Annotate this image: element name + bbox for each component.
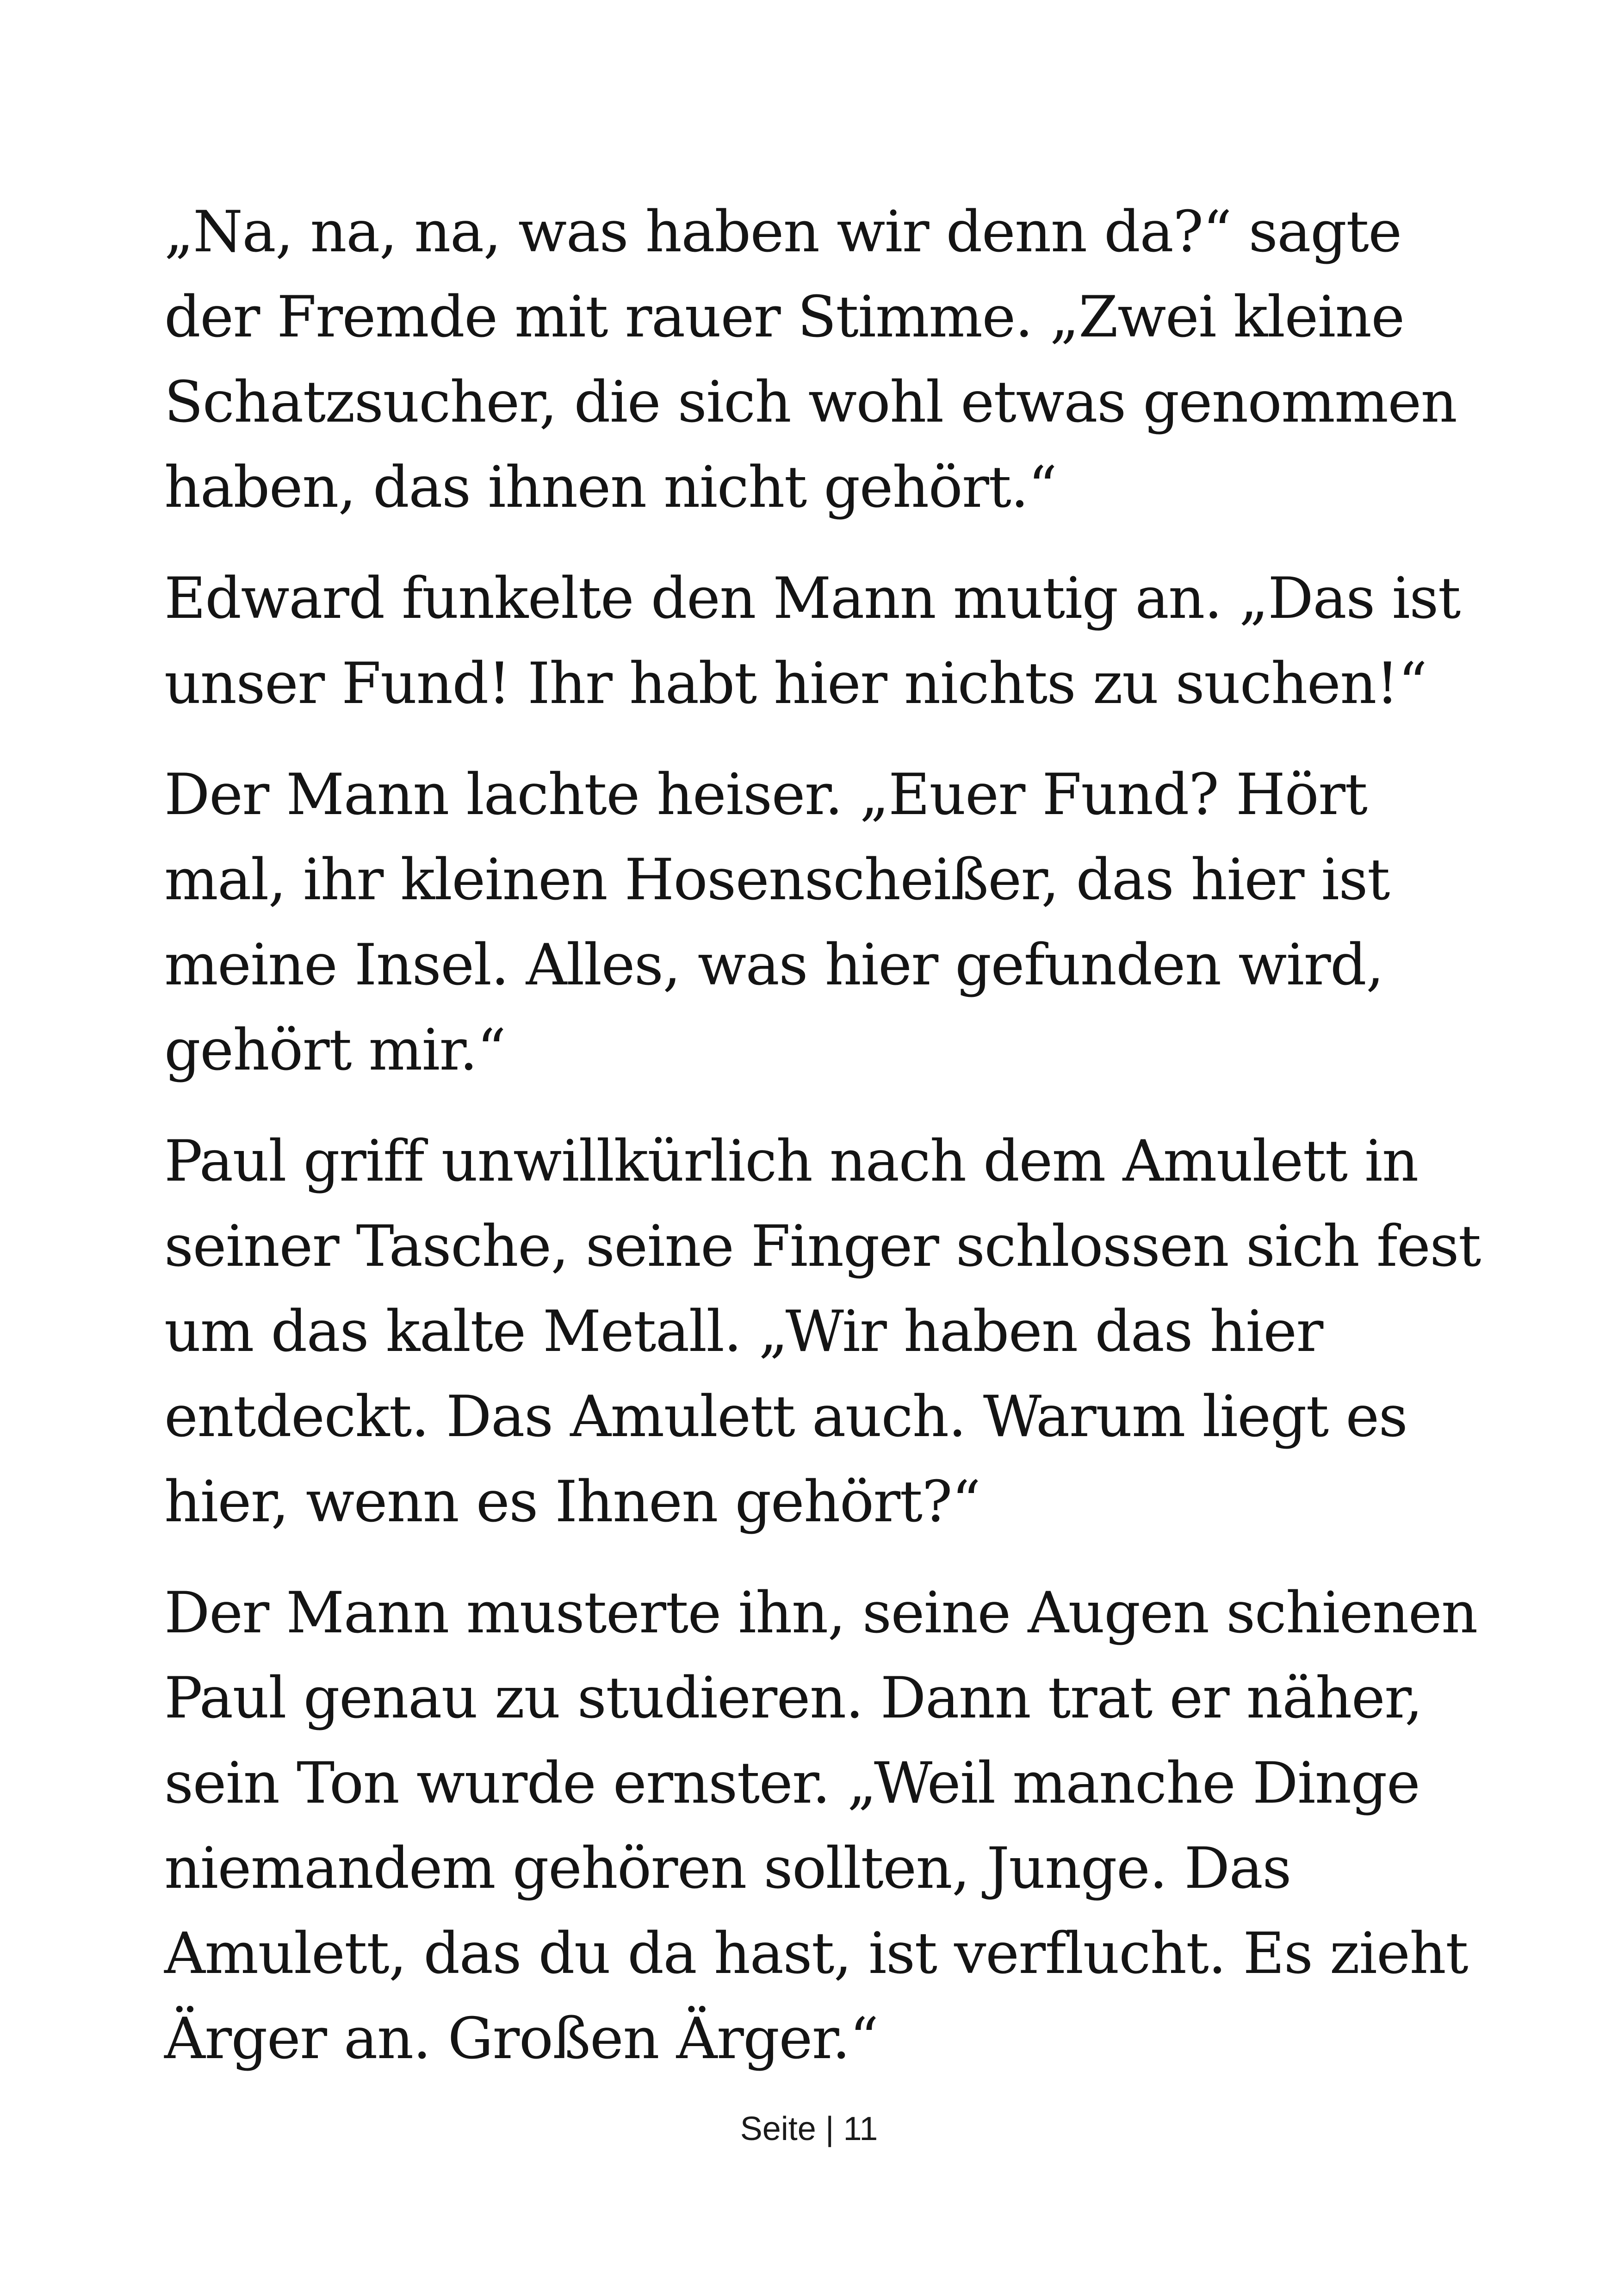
page-body	[164, 190, 1481, 2082]
text-line: hier, wenn es Ihnen gehört?“	[164, 1469, 980, 1535]
text-line: sein Ton wurde ernster. „Weil manche Dinge	[164, 1750, 1420, 1817]
text-line: gehört mir.“	[164, 1017, 506, 1083]
text-line: entdeckt. Das Amulett auch. Warum liegt es	[164, 1384, 1407, 1450]
paragraph	[164, 190, 1478, 530]
text-line: der Fremde mit rauer Stimme. „Zwei kleine	[164, 284, 1404, 350]
text-line: haben, das ihnen nicht gehört.“	[164, 454, 1057, 521]
paragraph	[164, 556, 1478, 727]
text-line: meine Insel. Alles, was hier gefunden wird,	[164, 932, 1383, 998]
text-line: Edward funkelte den Mann mutig an. „Das ist	[164, 566, 1460, 632]
paragraph	[164, 753, 1478, 1093]
paragraph	[164, 1571, 1478, 2082]
text-line: Der Mann musterte ihn, seine Augen schienen	[164, 1580, 1477, 1646]
text-line: Amulett, das du da hast, ist verflucht. Es zieht	[164, 1921, 1468, 1987]
text-line: mal, ihr kleinen Hosenscheißer, das hier ist	[164, 847, 1389, 913]
text-line: Der Mann lachte heiser. „Euer Fund? Hört	[164, 762, 1367, 828]
text-line: seiner Tasche, seine Finger schlossen sich fest	[164, 1213, 1481, 1280]
text-line: Paul griff unwillkürlich nach dem Amulett in	[164, 1128, 1418, 1195]
text-line: niemandem gehören sollten, Junge. Das	[164, 1836, 1291, 1902]
page-footer	[0, 2108, 1618, 2150]
text-line: um das kalte Metall. „Wir haben das hier	[164, 1299, 1323, 1365]
paragraph	[164, 1119, 1481, 1545]
page-number: Seite | 11	[740, 2110, 878, 2147]
text-line: unser Fund! Ihr habt hier nichts zu suchen!“	[164, 651, 1427, 717]
text-line: Paul genau zu studieren. Dann trat er näher,	[164, 1665, 1422, 1731]
text-line: Ärger an. Großen Ärger.“	[164, 2006, 878, 2072]
text-line: Schatzsucher, die sich wohl etwas genommen	[164, 369, 1457, 436]
text-line: „Na, na, na, was haben wir denn da?“ sagte	[164, 199, 1401, 265]
